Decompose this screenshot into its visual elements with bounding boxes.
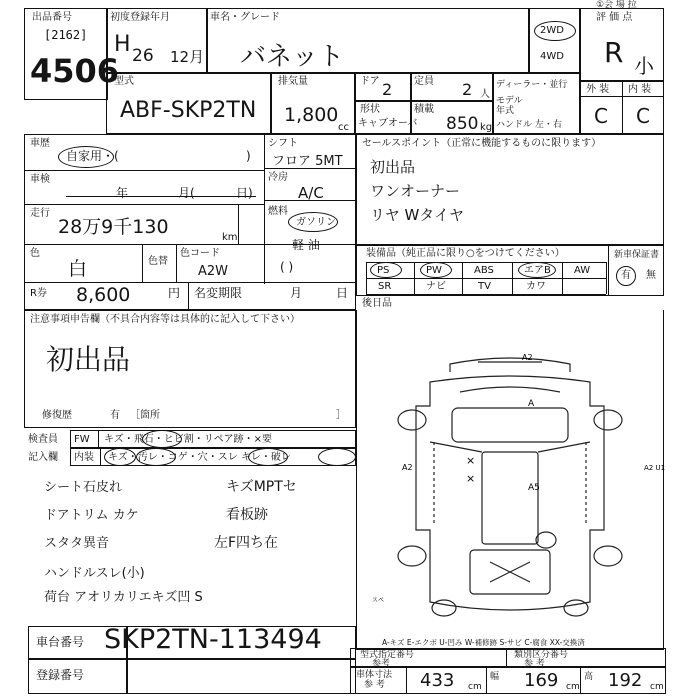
height-unit: cm	[650, 682, 664, 692]
ac-value: A/C	[298, 184, 324, 202]
capacity-label: 定員	[414, 76, 434, 87]
mileage-label: 走行	[30, 208, 50, 219]
fuel-label: 燃料	[268, 206, 288, 217]
year-value: 26	[132, 46, 154, 66]
load-unit: kg	[480, 122, 493, 133]
car-damage-diagram	[360, 312, 666, 634]
inspector-label: 検査員	[28, 434, 58, 445]
color-label: 色	[30, 248, 40, 259]
note-left: ドアトリム カケ	[44, 508, 139, 523]
diagram-mark: ×	[466, 472, 476, 485]
color-value: 白	[68, 258, 88, 280]
shift-value: フロア 5MT	[272, 154, 343, 169]
ac-label: 冷房	[268, 172, 288, 183]
equip-item: TV	[478, 281, 491, 292]
note-left: 荷台 アオリカリエキズ凹 S	[44, 590, 203, 605]
drive-2wd: 2WD	[540, 25, 564, 36]
color-code-value: A2W	[198, 264, 229, 279]
length-ref: 参 考	[364, 680, 385, 690]
grade-value-small: 小	[634, 54, 654, 78]
windshield	[460, 387, 560, 392]
note-left: スタタ異音	[44, 536, 110, 551]
capacity-unit: 人	[480, 89, 490, 100]
inspector-items: キズ・飛石・ヒビ割・リペア跡・×要	[104, 434, 272, 445]
warranty-yes: 有	[621, 270, 631, 281]
history-value: 自家用・(	[66, 149, 119, 163]
notes-handwritten: 初出品	[46, 343, 131, 376]
model-value: ABF-SKP2TN	[120, 98, 257, 123]
entrant-area: 内装	[74, 452, 94, 463]
tear-circle	[318, 448, 356, 466]
repair-close: ］	[336, 410, 346, 421]
capacity-value: 2	[462, 80, 473, 99]
history-label: 車歴	[30, 138, 50, 149]
sales-points-label: セールスポイント（正常に機能するものに限ります）	[362, 138, 602, 149]
displacement-value: 1,800	[284, 104, 339, 126]
type-cert-label: 型式指定番号	[360, 650, 415, 660]
diagram-mark: A5	[528, 483, 540, 493]
note-left: ハンドルスレ(小)	[44, 566, 145, 581]
body-outline	[416, 376, 604, 610]
dealer-label: ディーラー・並行	[496, 80, 568, 90]
color-code-label: 色コード	[180, 248, 220, 259]
handle-label: ハンドル 左・右	[496, 120, 562, 130]
repair-yes: 有	[110, 410, 120, 421]
warranty-label: 新車保証書	[614, 250, 660, 260]
exterior-value: C	[594, 104, 608, 128]
displacement-label: 排気量	[278, 76, 308, 87]
equip-item: ABS	[474, 265, 494, 276]
diagram-mark: スペ	[372, 597, 385, 604]
fuel-paren: ( )	[280, 260, 294, 274]
era-value: H	[114, 32, 131, 57]
interior-value: C	[636, 104, 650, 128]
diagram-mark: A2	[402, 463, 413, 472]
reg-no-value-cell	[126, 658, 356, 694]
bed-divider	[430, 442, 590, 452]
diagram-mark: A	[528, 399, 535, 409]
spare-wheel	[536, 532, 556, 548]
repair-history-label: 修復歴	[42, 410, 72, 421]
cargo-bed	[482, 452, 538, 544]
lot-code: [2162]	[44, 28, 88, 42]
height-label: 高	[584, 672, 594, 682]
equip-item: SR	[378, 281, 392, 292]
sales-point-line: リヤ Wタイヤ	[370, 206, 465, 224]
equip-item: エアB	[524, 265, 551, 276]
top-right-note: ①会 場 拉	[596, 0, 637, 10]
chassis-label: 車台番号	[36, 635, 85, 649]
shift-label: シフト	[268, 138, 298, 149]
equip-item: PW	[426, 265, 442, 276]
inspection-month: 月(	[178, 186, 195, 200]
doors-label: ドア	[360, 76, 380, 87]
shape-value: キャブオーバ	[358, 118, 418, 129]
equipment-label: 装備品（純正品に限り○をつけてください）	[366, 248, 565, 259]
drive-4wd: 4WD	[540, 51, 564, 62]
category-ref: 参 考	[524, 659, 545, 669]
month-value: 12月	[170, 48, 205, 66]
car-name-value: バネット	[240, 42, 345, 72]
diagram-mark: A2	[522, 353, 533, 362]
load-label: 積載	[414, 104, 434, 115]
recycle-value: 8,600	[76, 284, 131, 306]
fuel-value: ガソリン	[296, 217, 336, 228]
type-cert-ref: 参考	[372, 659, 391, 669]
sales-point-line: ワンオーナー	[370, 182, 461, 200]
inspection-strike	[66, 196, 256, 197]
car-name-label: 車名・グレード	[210, 12, 280, 23]
note-right: 左F四ち在	[214, 535, 279, 551]
rear-label: 後日品	[362, 298, 392, 309]
length-label: 車体寸法	[356, 670, 393, 680]
diagram-mark: A2 U1	[644, 464, 666, 472]
height-value: 192	[608, 670, 643, 691]
reg-no-label: 登録番号	[36, 668, 85, 682]
recycle-unit: 円	[168, 286, 181, 300]
entrant-label: 記入欄	[28, 452, 58, 463]
wheel-fr	[594, 410, 622, 430]
width-label: 幅	[490, 672, 500, 682]
diagram-mark: ×	[466, 454, 476, 467]
inspection-day: 日)	[236, 186, 253, 200]
model-label: 型式	[114, 76, 134, 87]
mileage-value: 28万9千130	[58, 216, 169, 238]
inspector-fw: FW	[74, 434, 90, 445]
first-registration-label: 初度登録年月	[110, 12, 170, 23]
entrant-items: キズ・汚レ・コゲ・穴・スレ キレ・破レ	[108, 452, 291, 463]
width-unit: cm	[566, 682, 580, 692]
category-label: 類別区分番号	[514, 650, 569, 660]
note-right: キズMPTセ	[226, 479, 297, 495]
sales-point-line: 初出品	[370, 158, 416, 176]
wheel-rr	[594, 546, 622, 566]
equip-item: PS	[377, 265, 390, 276]
length-unit: cm	[468, 682, 482, 692]
inspection-year: 年	[116, 186, 129, 200]
width-value: 169	[524, 670, 559, 691]
equip-item: ナビ	[426, 281, 446, 292]
repair-location: ［箇所	[130, 410, 160, 421]
wheel-fl	[398, 410, 426, 430]
equip-item: AW	[574, 265, 591, 276]
note-left: シート石皮れ	[44, 480, 123, 495]
note-right: 看板跡	[226, 507, 268, 523]
cabin-rect	[452, 408, 568, 442]
history-close: )	[246, 149, 251, 163]
equip-item: カワ	[526, 281, 546, 292]
chassis-value: SKP2TN-113494	[104, 624, 322, 655]
front-panel	[450, 358, 570, 372]
displacement-unit: cc	[338, 122, 349, 133]
warranty-no: 無	[646, 270, 656, 281]
mileage-unit: km	[222, 232, 238, 243]
doors-value: 2	[382, 80, 393, 99]
grade-label: 評 価 点	[596, 12, 633, 23]
notes-label: 注意事項申告欄（不具合内容等は具体的に記入して下さい）	[30, 314, 300, 325]
lot-number-label: 出品番号	[32, 12, 72, 23]
drive-cell	[528, 8, 580, 74]
name-change-month: 月	[290, 286, 303, 300]
inspection-label: 車検	[30, 174, 50, 185]
lot-number: 4506	[30, 52, 120, 90]
damage-legend: A-キズ E-エクボ U-凹み W-補修跡 S-サビ C-腐食 XX-交換済	[382, 638, 585, 647]
name-change-day: 日	[336, 286, 349, 300]
fuel-alt: 軽 油	[292, 238, 320, 252]
grade-value-r: R	[604, 36, 624, 69]
length-value: 433	[420, 670, 455, 691]
wheel-rl2	[432, 600, 456, 616]
load-value: 850	[446, 114, 479, 134]
model-year-label: モデル年式	[496, 96, 523, 116]
recycle-label: R券	[30, 288, 47, 299]
shape-label: 形状	[360, 104, 380, 115]
name-change-label: 名変期限	[194, 286, 243, 300]
wheel-rl	[398, 546, 426, 566]
wheel-rr2	[564, 600, 588, 616]
interior-label: 内 装	[628, 84, 652, 95]
exterior-label: 外 装	[586, 84, 610, 95]
repaint-label: 色替	[148, 256, 168, 267]
